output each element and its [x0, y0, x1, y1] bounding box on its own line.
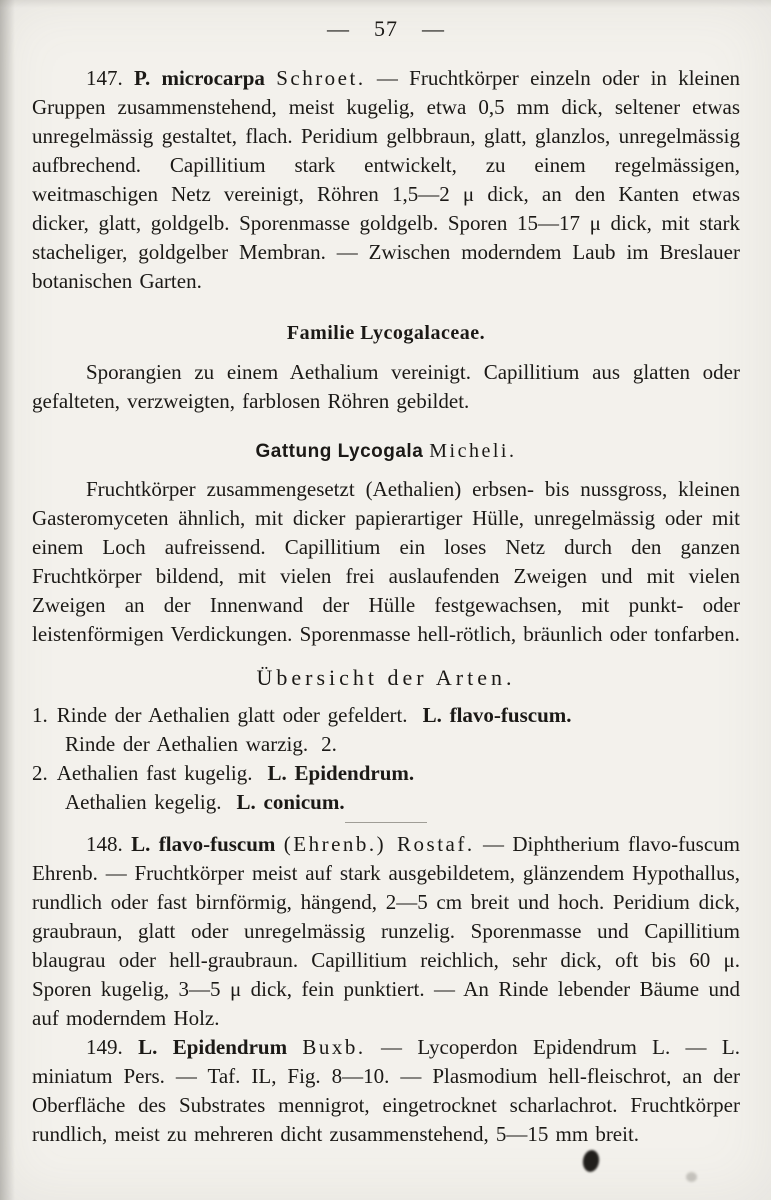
- key-item-number: 2.: [32, 761, 48, 785]
- entry-147-species-name: P. microcarpa: [134, 66, 277, 90]
- page-number: [32, 14, 740, 44]
- genus-description: Fruchtkörper zusammengesetzt (Aethalien) erbsen- bis nussgross, kleinen Gasteromyceten ähnlich, mit dicker papierartiger Hülle, unregelmässig oder mit einem Loch aufreissend. Capillitium ein loses Netz durch den ganzen Fruchtkörper bildend, mit vielen frei auslaufenden Zweigen und mit vielen Zweigen an der Innenwand der Hülle festgewachsen, mit punkt- oder leistenförmigen Verdickungen. Sporenmasse hell-rötlich, bräunlich oder tonfarben.: [32, 477, 740, 646]
- page-number-dash-left: —: [327, 16, 350, 41]
- family-heading: Familie Lycogalaceae.: [286, 322, 486, 344]
- species-entry-147: [32, 64, 740, 296]
- key-item-text: Aethalien kegelig.: [65, 790, 222, 814]
- entry-149-number: 149.: [86, 1035, 139, 1059]
- key-item-1b: [32, 730, 740, 759]
- species-entry-148: [32, 830, 740, 1033]
- entry-148-author: (Ehrenb.) Rostaf.: [283, 832, 475, 856]
- key-item-2a: [32, 759, 740, 788]
- entry-149-description: — Lycoperdon Epidendrum L. — L. miniatum Pers. — Taf. IL, Fig. 8—10. — Plasmodium hell-fleischrot, an der Oberfläche des Substrates mennigrot, eingetrocknet scharlachrot. Fruchtkörper rundlich, meist zu mehreren dicht zusammenstehend, 5—15 mm breit.: [32, 1035, 740, 1146]
- page-number-dash-right: —: [422, 16, 445, 41]
- key-item-2b: [32, 788, 740, 817]
- entry-147-description: — Fruchtkörper einzeln oder in kleinen Gruppen zusammenstehend, meist kugelig, etwa 0,5 mm dick, seltener etwas unregelmässig gestaltet, flach. Peridium gelbbraun, glatt, glanzlos, unregelmässig aufbrechend. Capillitium stark entwickelt, zu einem regelmässigen, weitmaschigen Netz vereinigt, Röhren 1,5—2 μ dick, an den Kanten etwas dicker, glatt, goldgelb. Sporenmasse goldgelb. Sporen 15—17 μ dick, mit stark stacheliger, goldgelber Membran. — Zwischen moderndem Laub im Breslauer botanischen Garten.: [32, 66, 741, 293]
- faint-spot-artifact: [686, 1172, 697, 1182]
- genus-heading: [32, 438, 740, 465]
- ink-blot-artifact: [581, 1149, 600, 1173]
- top-edge-shadow: [0, 0, 771, 8]
- entry-149-species-name: L. Epidendrum: [138, 1035, 303, 1059]
- key-item-text: Aethalien fast kugelig.: [56, 761, 253, 785]
- genus-heading-author: Micheli.: [429, 440, 517, 462]
- entry-148-number: 148.: [86, 832, 132, 856]
- species-key: [32, 701, 740, 817]
- key-item-text: Rinde der Aethalien warzig.: [65, 732, 309, 756]
- key-item-text: Rinde der Aethalien glatt oder gefeldert.: [56, 703, 408, 727]
- page-number-value: 57: [374, 16, 398, 41]
- entry-148-description: — Diphtherium flavo-fuscum Ehrenb. — Fruchtkörper meist auf stark ausgebildetem, glänzendem Hypothallus, rundlich oder fast birnförmig, hängend, 2—5 cm breit und hoch. Peridium dick, graubraun, glatt oder unregelmässig runzelig. Sporenmasse und Capillitium blaugrau oder hell-graubraun. Capillitium reichlich, sehr dick, oft bis 60 μ. Sporen kugelig, 3—5 μ dick, fein punktiert. — An Rinde lebender Bäume und auf moderndem Holz.: [32, 832, 740, 1030]
- family-description: Sporangien zu einem Aethalium vereinigt. Capillitium aus glatten oder gefalteten, verzweigten, farblosen Röhren gebildet.: [32, 360, 740, 413]
- entry-147-author: Schroet.: [276, 66, 366, 90]
- key-item-number: 1.: [32, 703, 48, 727]
- entry-149-author: Buxb.: [302, 1035, 366, 1059]
- key-item-ref: 2.: [321, 732, 337, 756]
- section-divider-rule: [345, 822, 427, 823]
- species-key-heading: Übersicht der Arten.: [256, 665, 516, 690]
- key-item-1a: [32, 701, 740, 730]
- entry-147-number: 147.: [86, 66, 135, 90]
- left-edge-shadow: [0, 0, 15, 1200]
- species-entry-149: [32, 1033, 740, 1149]
- key-item-species: L. conicum.: [236, 790, 345, 814]
- genus-heading-name: Gattung Lycogala: [255, 441, 424, 462]
- key-item-species: L. Epidendrum.: [267, 761, 415, 785]
- key-item-species: L. flavo-fuscum.: [422, 703, 572, 727]
- entry-148-species-name: L. flavo-fuscum: [131, 832, 284, 856]
